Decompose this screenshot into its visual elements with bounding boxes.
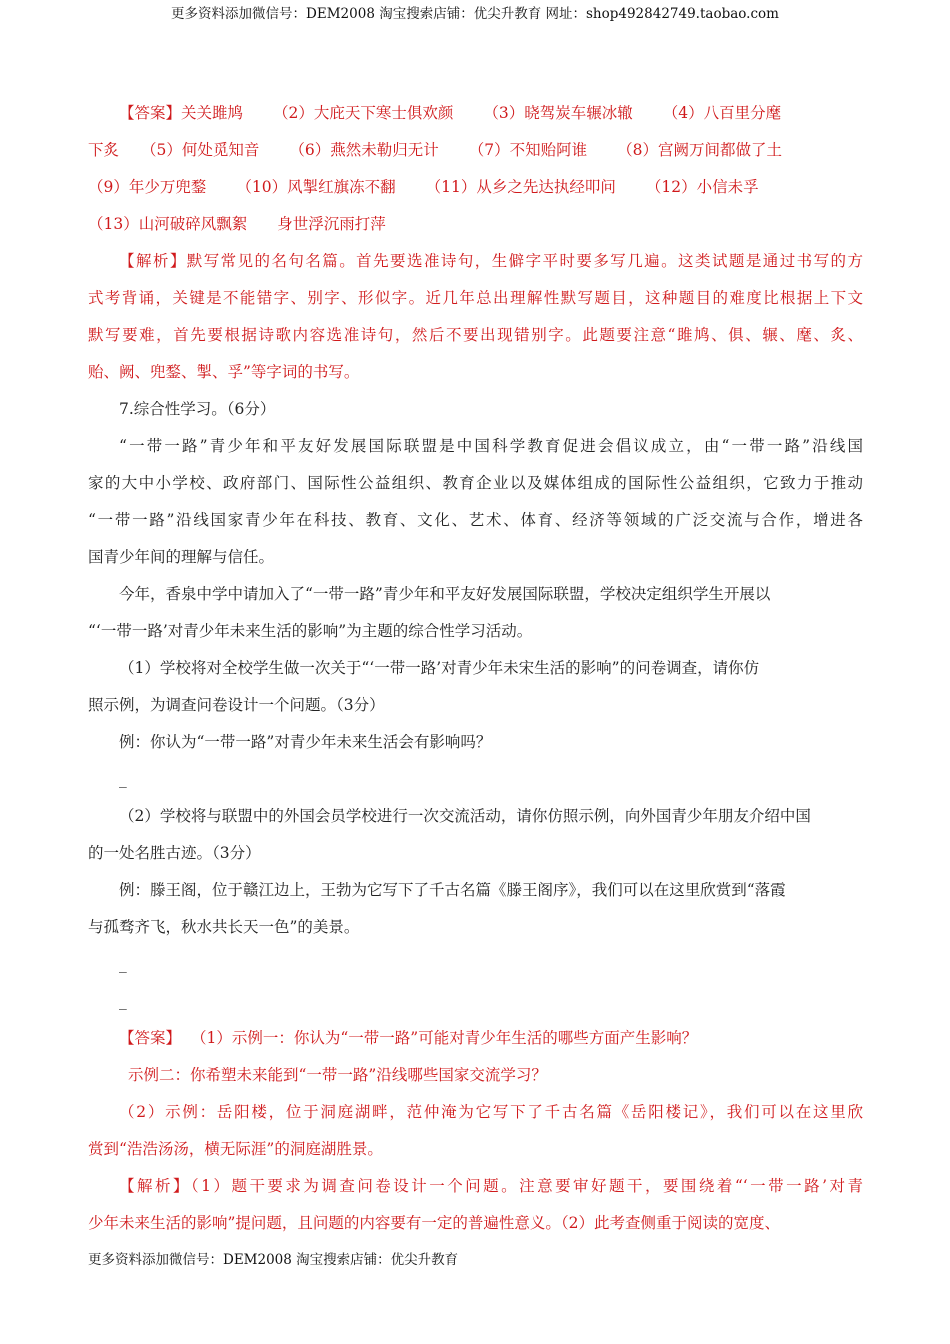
document-body xyxy=(88,95,863,1242)
answer-blank-2: _ xyxy=(119,955,127,973)
question-para-1-line-1: “一带一路”青少年和平友好发展国际联盟是中国科学教育促进会倡议成立，由“一带一路”沿线国 xyxy=(119,437,863,455)
answer2-tag: 【答案】 xyxy=(119,1029,182,1047)
sub-question-2-line-1: （2）学校将与联盟中的外国会员学校进行一次交流活动，请你仿照示例，向外国青少年朋友介绍中国 xyxy=(119,807,811,825)
sub-question-2-line-2: 的一处名胜古迹。（3分） xyxy=(88,844,261,862)
question-para-1-line-4: 国青少年间的理解与信任。 xyxy=(88,548,275,566)
example-1: 例：你认为“一带一路”对青少年未来生活会有影响吗？ xyxy=(119,733,492,751)
answer2-line-2: 示例二：你希塑未来能到“一带一路”沿线哪些国家交流学习？ xyxy=(128,1066,547,1084)
sub-question-1-line-1: （1）学校将对全校学生做一次关于“‘一带一路’对青少年未宋生活的影响”的问卷调查，请你仿 xyxy=(119,659,760,677)
page-header: 更多资料添加微信号：DEM2008 淘宝搜索店铺：优尖升教育 网址：shop492842749.taobao.com xyxy=(171,6,779,22)
analysis-line-4: 贻、阙、兜鍪、掣、孚”等字词的书写。 xyxy=(88,363,360,381)
question-para-2-line-2: “‘一带一路’对青少年未来生活的影响”为主题的综合性学习活动。 xyxy=(88,622,533,640)
answer-line-2: 下炙 （5）何处觅知音 （6）燕然未勒归无计 （7）不知贻阿谁 （8）宫阙万间都做了土 xyxy=(88,141,783,159)
analysis2-line-2: 少年未来生活的影响”提问题，且问题的内容要有一定的普遍性意义。（2）此考查侧重于阅读的宽度、 xyxy=(88,1214,781,1232)
answer2-line-4: 赏到“浩浩汤汤，横无际涯”的洞庭湖胜景。 xyxy=(88,1140,383,1158)
question-para-2-line-1: 今年，香泉中学中请加入了“一带一路”青少年和平友好发展国际联盟，学校决定组织学生开展以 xyxy=(119,585,771,603)
answer-line-1: 【答案】关关雎鸠 （2）大庇天下寒士俱欢颜 （3）晓驾炭车辗冰辙 （4）八百里分麾 xyxy=(119,104,782,122)
question-para-1-line-2: 家的大中小学校、政府部门、国际性公益组织、教育企业以及媒体组成的国际性公益组织，它致力于推动 xyxy=(88,474,863,492)
analysis-line-2: 式考背诵，关键是不能错字、别字、形似字。近几年总出理解性默写题目，这种题目的难度比根据上下文 xyxy=(88,289,863,307)
analysis-tag: 【解析】 xyxy=(119,252,187,270)
page-footer: 更多资料添加微信号：DEM2008 淘宝搜索店铺：优尖升教育 xyxy=(88,1252,459,1268)
sub-question-1-line-2: 照示例，为调查问卷设计一个问题。（3分） xyxy=(88,696,385,714)
answer2-line-3: （2）示例：岳阳楼，位于洞庭湖畔，范仲淹为它写下了千古名篇《岳阳楼记》，我们可以在这里欣 xyxy=(119,1103,863,1121)
example-2-line-2: 与孤骛齐飞，秋水共长天一色”的美景。 xyxy=(88,918,360,936)
answer2-line-1: 【答案】 （1）示例一：你认为“一带一路”可能对青少年生活的哪些方面产生影响？ xyxy=(119,1029,698,1047)
answer-blank-1: _ xyxy=(119,770,127,788)
analysis2-tag: 【解析】 xyxy=(119,1177,191,1195)
analysis2-line-1: 【解析】（1）题干要求为调查问卷设计一个问题。注意要审好题干，要围绕着“‘一带一路’对青 xyxy=(119,1177,863,1195)
question-title: 7.综合性学习。（6分） xyxy=(119,400,276,418)
question-para-1-line-3: “一带一路”沿线国家青少年在科技、教育、文化、艺术、体育、经济等领域的广泛交流与合作，增进各 xyxy=(88,511,863,529)
answer-tag: 【答案】 xyxy=(119,104,182,122)
answer-blank-3: _ xyxy=(119,992,127,1010)
example-2-line-1: 例：滕王阁，位于赣江边上，王勃为它写下了千古名篇《滕王阁序》，我们可以在这里欣赏到“落霞 xyxy=(119,881,786,899)
answer-line-3: （9）年少万兜鍪 （10）风掣红旗冻不翻 （11）从乡之先达执经叩问 （12）小信未孚 xyxy=(88,178,759,196)
answer-line-4: （13）山河破碎风飘絮 身世浮沉雨打萍 xyxy=(88,215,386,233)
analysis-line-3: 默写要难，首先要根据诗歌内容选准诗句，然后不要出现错别字。此题要注意“雎鸠、俱、辗、麾、炙、 xyxy=(88,326,863,344)
analysis-line-1: 【解析】默写常见的名句名篇。首先要选准诗句，生僻字平时要多写几遍。这类试题是通过书写的方 xyxy=(119,252,863,270)
